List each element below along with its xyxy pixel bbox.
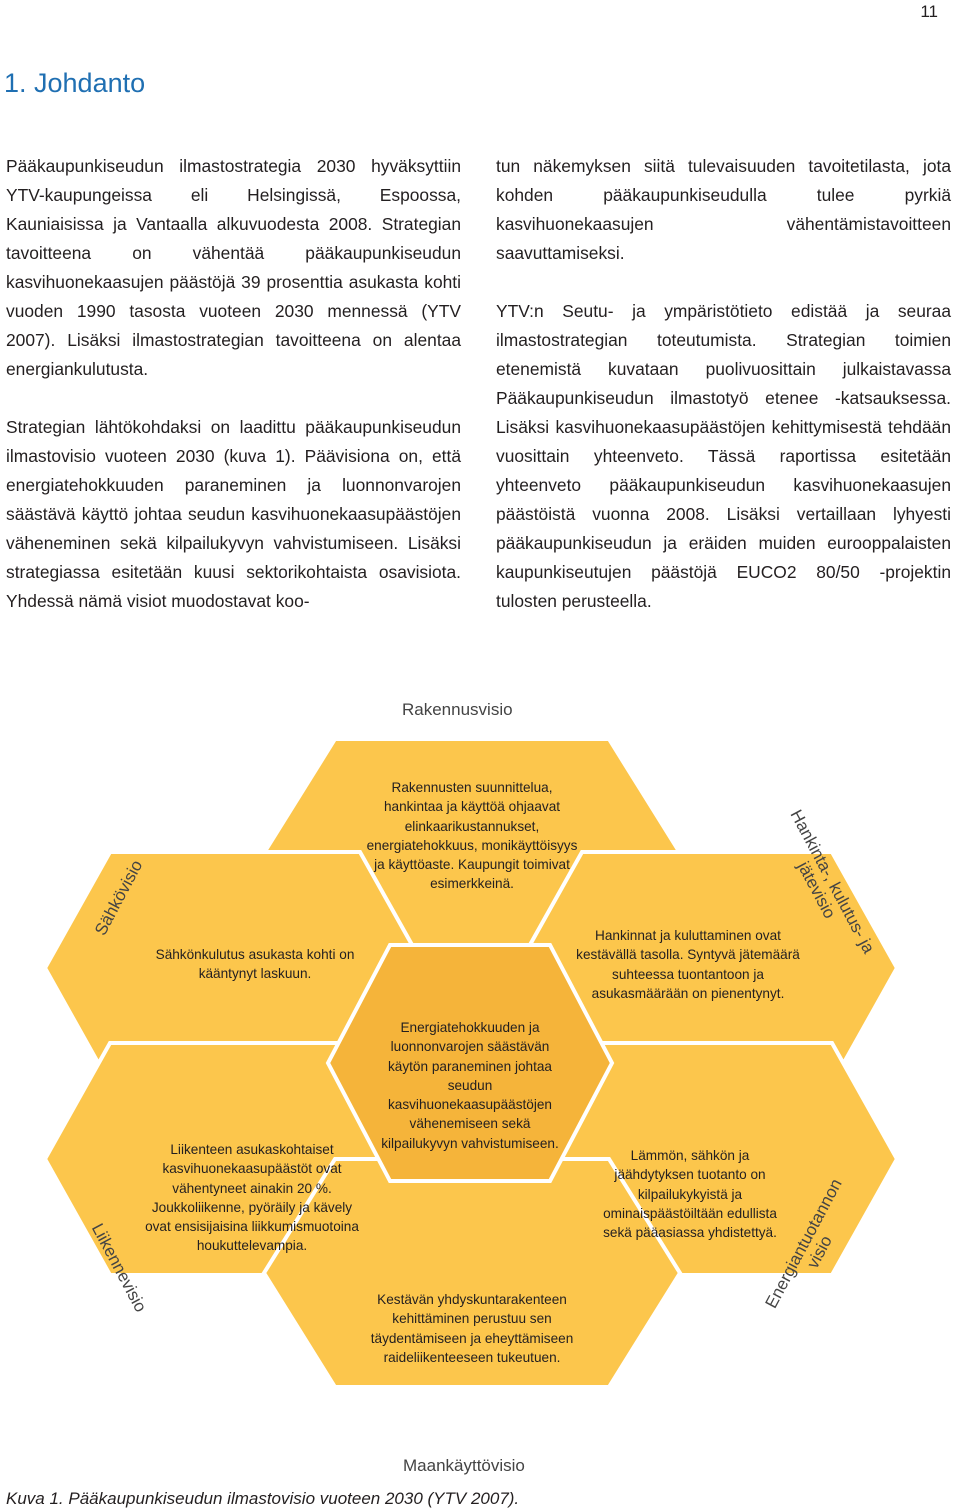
hex-top-left-text: Sähkönkulutus asukasta kohti on kääntynyt laskuun. xyxy=(155,947,355,982)
vision-diagram xyxy=(0,690,960,1512)
figure-caption: Kuva 1. Pääkaupunkiseudun ilmastovisio vuoteen 2030 (YTV 2007). xyxy=(6,1489,520,1508)
page-number: 11 xyxy=(920,2,938,21)
hex-bottom-right-text: Lämmön, sähkön ja jäähdytyksen tuotanto on kilpailukykyistä ja ominaispäästöiltään edullista sekä pääasiassa yhdistettyä. xyxy=(603,1148,777,1241)
hex-top-text: Rakennusten suunnittelua, hankintaa ja käyttöä ohjaavat elinkaarikustannukset, energiatehokkuus, monikäyttöisyys ja käyttöaste. Kaupungit toimivat esimerkkeinä. xyxy=(366,780,578,892)
paragraph: YTV:n Seutu- ja ympäristötieto edistää ja seuraa ilmastostrategian toteutumista. Strategian toimien etenemistä kuvataan puolivuosittain julkaistavassa Pääkaupunkiseudun ilmastotyö etenee -katsauksessa. Lisäksi kasvihuonekaasupäästöjen kehittymisestä tehdään vuosittain yhteenveto. Tässä raportissa esitetään yhteenveto pääkaupunkiseudun kasvihuonekaasujen päästöistä vuonna 2008. Lisäksi vertaillaan lyhyesti pääkaupunkiseudun ja eräiden muiden eurooppalaisten kaupunkiseutujen päästöjä EUCO2 80/50 -projektin tulosten perusteella. xyxy=(496,301,951,611)
label-energiantuotannonvisio: Energiantuotannon visio xyxy=(761,1175,846,1312)
right-column xyxy=(496,152,951,645)
paragraph: tun näkemyksen siitä tulevaisuuden tavoitetilasta, jota kohden pääkaupunkiseudulla tulee pyrkiä kasvihuonekaasujen vähentämistavoitteen saavuttamiseksi. xyxy=(496,156,951,263)
hex-bottom-left-text: Liikenteen asukaskohtaiset kasvihuonekaasupäästöt ovat vähentyneet ainakin 20 %. Joukkoliikenne, pyöräily ja kävely ovat ensisijaisina liikkumismuotoina houkuttelevampia. xyxy=(145,1142,359,1254)
section-heading: 1. Johdanto xyxy=(4,68,146,98)
paragraph: Pääkaupunkiseudun ilmastostrategia 2030 hyväksyttiin YTV-kaupungeissa eli Helsingissä, Espoossa, Kauniaisissa ja Vantaalla alkuvuodesta 2008. Strategian tavoitteena on vähentää pääkaupunkiseudun kasvihuonekaasujen päästöjä 39 prosenttia asukasta kohti vuoden 1990 tasosta vuoteen 2030 mennessä (YTV 2007). Lisäksi ilmastostrategian tavoitteena on alentaa energiankulutusta. xyxy=(6,156,461,379)
hex-bottom-text: Kestävän yhdyskuntarakenteen kehittäminen perustuu sen täydentämiseen ja eheyttämiseen raideliikenteeseen tukeutuen. xyxy=(370,1292,574,1365)
label-sahkovisio: Sähkövisio xyxy=(90,857,147,939)
label-maankayttovisio: Maankäyttövisio xyxy=(403,1456,525,1475)
left-column xyxy=(6,152,461,645)
label-rakennusvisio: Rakennusvisio xyxy=(402,700,513,719)
label-hankintavisio: Hankinta-, kulutus- ja jätevisio xyxy=(786,806,879,957)
hex-center-text: Energiatehokkuuden ja luonnonvarojen säästävän käytön paraneminen johtaa seudun kasvihuonekaasupäästöjen vähenemiseen sekä kilpailukyvyn vahvistumiseen. xyxy=(381,1020,559,1151)
label-liikennevisio: Liikennevisio xyxy=(87,1220,151,1316)
hex-top-right-text: Hankinnat ja kuluttaminen ovat kestävällä tasolla. Syntyvä jätemäärä suhteessa tuontantoon ja asukasmäärään on pienentynyt. xyxy=(576,928,800,1001)
paragraph: Strategian lähtökohdaksi on laadittu pääkaupunkiseudun ilmastovisio vuoteen 2030 (kuva 1). Päävisiona on, että energiatehokkuuden paraneminen ja luonnonvarojen säästävä käyttö johtaa seudun kasvihuonekaasupäästöjen väheneminen sekä kilpailukyvyn vahvistumiseen. Lisäksi strategiassa esitetään kuusi sektorikohtaista osavisiota. Yhdessä nämä visiot muodostavat koo- xyxy=(6,417,461,611)
